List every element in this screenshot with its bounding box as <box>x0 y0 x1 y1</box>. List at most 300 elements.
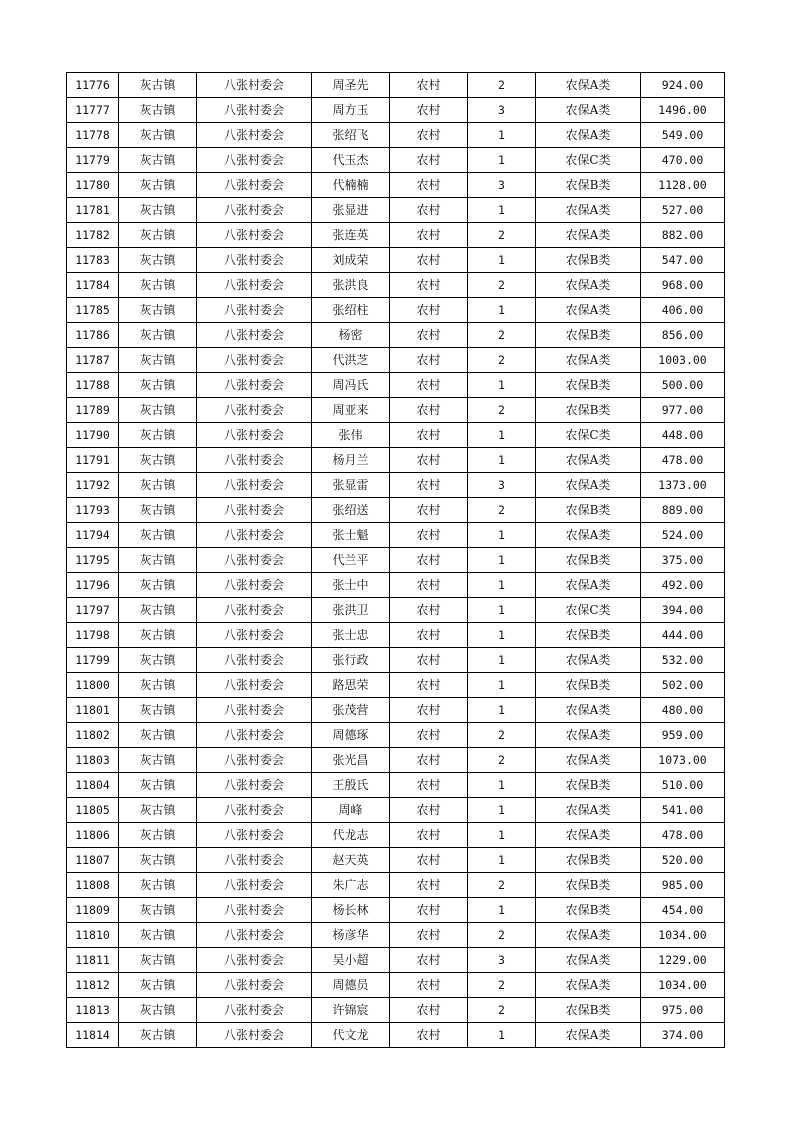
amount-cell: 1496.00 <box>641 98 725 123</box>
town-cell: 灰古镇 <box>119 498 197 523</box>
village-cell: 八张村委会 <box>197 823 312 848</box>
town-cell: 灰古镇 <box>119 623 197 648</box>
name-cell: 周冯氏 <box>312 373 390 398</box>
town-cell: 灰古镇 <box>119 1023 197 1048</box>
table-row <box>67 523 725 548</box>
name-cell: 张士魁 <box>312 523 390 548</box>
village-cell: 八张村委会 <box>197 573 312 598</box>
amount-cell: 520.00 <box>641 848 725 873</box>
name-cell: 代龙志 <box>312 823 390 848</box>
name-cell: 代文龙 <box>312 1023 390 1048</box>
name-cell: 张显雷 <box>312 473 390 498</box>
amount-cell: 1034.00 <box>641 973 725 998</box>
town-cell: 灰古镇 <box>119 123 197 148</box>
name-cell: 周亚来 <box>312 398 390 423</box>
table-row <box>67 373 725 398</box>
category-cell: 农保C类 <box>536 598 641 623</box>
serial-cell: 11778 <box>67 123 119 148</box>
category-cell: 农保A类 <box>536 448 641 473</box>
amount-cell: 480.00 <box>641 698 725 723</box>
village-cell: 八张村委会 <box>197 523 312 548</box>
name-cell: 周方玉 <box>312 98 390 123</box>
name-cell: 王殷氏 <box>312 773 390 798</box>
amount-cell: 882.00 <box>641 223 725 248</box>
amount-cell: 541.00 <box>641 798 725 823</box>
table-row <box>67 673 725 698</box>
name-cell: 张行政 <box>312 648 390 673</box>
serial-cell: 11784 <box>67 273 119 298</box>
town-cell: 灰古镇 <box>119 373 197 398</box>
town-cell: 灰古镇 <box>119 98 197 123</box>
amount-cell: 1128.00 <box>641 173 725 198</box>
town-cell: 灰古镇 <box>119 248 197 273</box>
name-cell: 张连英 <box>312 223 390 248</box>
table-row <box>67 623 725 648</box>
serial-cell: 11777 <box>67 98 119 123</box>
town-cell: 灰古镇 <box>119 198 197 223</box>
table-row <box>67 398 725 423</box>
amount-cell: 500.00 <box>641 373 725 398</box>
area-cell: 农村 <box>390 848 468 873</box>
table-row <box>67 273 725 298</box>
category-cell: 农保A类 <box>536 1023 641 1048</box>
table-row <box>67 948 725 973</box>
village-cell: 八张村委会 <box>197 773 312 798</box>
town-cell: 灰古镇 <box>119 598 197 623</box>
amount-cell: 502.00 <box>641 673 725 698</box>
village-cell: 八张村委会 <box>197 1023 312 1048</box>
serial-cell: 11786 <box>67 323 119 348</box>
table-row <box>67 498 725 523</box>
amount-cell: 374.00 <box>641 1023 725 1048</box>
category-cell: 农保A类 <box>536 523 641 548</box>
amount-cell: 1373.00 <box>641 473 725 498</box>
table-row <box>67 473 725 498</box>
area-cell: 农村 <box>390 148 468 173</box>
category-cell: 农保A类 <box>536 223 641 248</box>
area-cell: 农村 <box>390 673 468 698</box>
area-cell: 农村 <box>390 198 468 223</box>
table-row <box>67 348 725 373</box>
table-row <box>67 123 725 148</box>
serial-cell: 11807 <box>67 848 119 873</box>
village-cell: 八张村委会 <box>197 148 312 173</box>
category-cell: 农保A类 <box>536 973 641 998</box>
table-row <box>67 923 725 948</box>
village-cell: 八张村委会 <box>197 498 312 523</box>
name-cell: 周峰 <box>312 798 390 823</box>
count-cell: 1 <box>468 623 536 648</box>
table-row <box>67 148 725 173</box>
category-cell: 农保A类 <box>536 648 641 673</box>
count-cell: 1 <box>468 248 536 273</box>
table-row <box>67 723 725 748</box>
table-row <box>67 998 725 1023</box>
count-cell: 3 <box>468 948 536 973</box>
category-cell: 农保A类 <box>536 123 641 148</box>
amount-cell: 924.00 <box>641 73 725 98</box>
village-cell: 八张村委会 <box>197 623 312 648</box>
name-cell: 代玉杰 <box>312 148 390 173</box>
amount-cell: 454.00 <box>641 898 725 923</box>
serial-cell: 11799 <box>67 648 119 673</box>
area-cell: 农村 <box>390 648 468 673</box>
category-cell: 农保B类 <box>536 373 641 398</box>
serial-cell: 11785 <box>67 298 119 323</box>
area-cell: 农村 <box>390 298 468 323</box>
amount-cell: 889.00 <box>641 498 725 523</box>
village-cell: 八张村委会 <box>197 548 312 573</box>
amount-cell: 448.00 <box>641 423 725 448</box>
area-cell: 农村 <box>390 898 468 923</box>
village-cell: 八张村委会 <box>197 373 312 398</box>
town-cell: 灰古镇 <box>119 723 197 748</box>
area-cell: 农村 <box>390 773 468 798</box>
serial-cell: 11791 <box>67 448 119 473</box>
table-row <box>67 1023 725 1048</box>
amount-cell: 478.00 <box>641 448 725 473</box>
category-cell: 农保B类 <box>536 998 641 1023</box>
category-cell: 农保A类 <box>536 948 641 973</box>
category-cell: 农保A类 <box>536 273 641 298</box>
town-cell: 灰古镇 <box>119 523 197 548</box>
amount-cell: 959.00 <box>641 723 725 748</box>
town-cell: 灰古镇 <box>119 173 197 198</box>
amount-cell: 975.00 <box>641 998 725 1023</box>
area-cell: 农村 <box>390 248 468 273</box>
name-cell: 张绍飞 <box>312 123 390 148</box>
name-cell: 张显进 <box>312 198 390 223</box>
table-row <box>67 748 725 773</box>
amount-cell: 1034.00 <box>641 923 725 948</box>
area-cell: 农村 <box>390 1023 468 1048</box>
name-cell: 张绍柱 <box>312 298 390 323</box>
table-row <box>67 198 725 223</box>
town-cell: 灰古镇 <box>119 398 197 423</box>
count-cell: 2 <box>468 923 536 948</box>
village-cell: 八张村委会 <box>197 448 312 473</box>
count-cell: 1 <box>468 673 536 698</box>
serial-cell: 11781 <box>67 198 119 223</box>
area-cell: 农村 <box>390 223 468 248</box>
name-cell: 杨长林 <box>312 898 390 923</box>
table-row <box>67 223 725 248</box>
town-cell: 灰古镇 <box>119 473 197 498</box>
village-cell: 八张村委会 <box>197 648 312 673</box>
count-cell: 2 <box>468 723 536 748</box>
category-cell: 农保A类 <box>536 298 641 323</box>
village-cell: 八张村委会 <box>197 673 312 698</box>
name-cell: 许锦宸 <box>312 998 390 1023</box>
amount-cell: 375.00 <box>641 548 725 573</box>
town-cell: 灰古镇 <box>119 998 197 1023</box>
table-row <box>67 423 725 448</box>
count-cell: 2 <box>468 748 536 773</box>
serial-cell: 11779 <box>67 148 119 173</box>
category-cell: 农保B类 <box>536 548 641 573</box>
serial-cell: 11789 <box>67 398 119 423</box>
village-cell: 八张村委会 <box>197 98 312 123</box>
serial-cell: 11814 <box>67 1023 119 1048</box>
serial-cell: 11802 <box>67 723 119 748</box>
count-cell: 1 <box>468 198 536 223</box>
serial-cell: 11780 <box>67 173 119 198</box>
serial-cell: 11805 <box>67 798 119 823</box>
amount-cell: 394.00 <box>641 598 725 623</box>
category-cell: 农保A类 <box>536 73 641 98</box>
village-cell: 八张村委会 <box>197 398 312 423</box>
town-cell: 灰古镇 <box>119 873 197 898</box>
table-row <box>67 573 725 598</box>
category-cell: 农保B类 <box>536 873 641 898</box>
table-row <box>67 898 725 923</box>
amount-cell: 406.00 <box>641 298 725 323</box>
name-cell: 周圣先 <box>312 73 390 98</box>
area-cell: 农村 <box>390 823 468 848</box>
count-cell: 2 <box>468 998 536 1023</box>
area-cell: 农村 <box>390 998 468 1023</box>
category-cell: 农保B类 <box>536 623 641 648</box>
village-cell: 八张村委会 <box>197 223 312 248</box>
area-cell: 农村 <box>390 448 468 473</box>
category-cell: 农保A类 <box>536 573 641 598</box>
table-row <box>67 848 725 873</box>
name-cell: 杨月兰 <box>312 448 390 473</box>
serial-cell: 11808 <box>67 873 119 898</box>
area-cell: 农村 <box>390 723 468 748</box>
count-cell: 3 <box>468 98 536 123</box>
area-cell: 农村 <box>390 698 468 723</box>
village-cell: 八张村委会 <box>197 123 312 148</box>
category-cell: 农保B类 <box>536 673 641 698</box>
count-cell: 3 <box>468 473 536 498</box>
village-cell: 八张村委会 <box>197 248 312 273</box>
area-cell: 农村 <box>390 473 468 498</box>
name-cell: 张伟 <box>312 423 390 448</box>
count-cell: 2 <box>468 873 536 898</box>
village-cell: 八张村委会 <box>197 348 312 373</box>
amount-cell: 470.00 <box>641 148 725 173</box>
count-cell: 1 <box>468 698 536 723</box>
category-cell: 农保A类 <box>536 723 641 748</box>
serial-cell: 11800 <box>67 673 119 698</box>
serial-cell: 11793 <box>67 498 119 523</box>
count-cell: 2 <box>468 273 536 298</box>
village-cell: 八张村委会 <box>197 898 312 923</box>
name-cell: 赵天英 <box>312 848 390 873</box>
table-row <box>67 548 725 573</box>
area-cell: 农村 <box>390 798 468 823</box>
area-cell: 农村 <box>390 373 468 398</box>
area-cell: 农村 <box>390 98 468 123</box>
count-cell: 2 <box>468 973 536 998</box>
category-cell: 农保C类 <box>536 423 641 448</box>
category-cell: 农保B类 <box>536 498 641 523</box>
town-cell: 灰古镇 <box>119 348 197 373</box>
town-cell: 灰古镇 <box>119 548 197 573</box>
count-cell: 2 <box>468 223 536 248</box>
table-row <box>67 598 725 623</box>
village-cell: 八张村委会 <box>197 723 312 748</box>
town-cell: 灰古镇 <box>119 273 197 298</box>
category-cell: 农保B类 <box>536 173 641 198</box>
serial-cell: 11788 <box>67 373 119 398</box>
serial-cell: 11795 <box>67 548 119 573</box>
serial-cell: 11782 <box>67 223 119 248</box>
amount-cell: 856.00 <box>641 323 725 348</box>
area-cell: 农村 <box>390 348 468 373</box>
area-cell: 农村 <box>390 273 468 298</box>
data-table <box>66 72 725 1048</box>
village-cell: 八张村委会 <box>197 873 312 898</box>
table-row <box>67 448 725 473</box>
name-cell: 朱广志 <box>312 873 390 898</box>
serial-cell: 11804 <box>67 773 119 798</box>
name-cell: 代楠楠 <box>312 173 390 198</box>
area-cell: 农村 <box>390 923 468 948</box>
count-cell: 2 <box>468 323 536 348</box>
serial-cell: 11794 <box>67 523 119 548</box>
village-cell: 八张村委会 <box>197 173 312 198</box>
area-cell: 农村 <box>390 173 468 198</box>
category-cell: 农保A类 <box>536 698 641 723</box>
table-row <box>67 798 725 823</box>
serial-cell: 11783 <box>67 248 119 273</box>
serial-cell: 11797 <box>67 598 119 623</box>
name-cell: 杨彦华 <box>312 923 390 948</box>
name-cell: 周德员 <box>312 973 390 998</box>
area-cell: 农村 <box>390 623 468 648</box>
town-cell: 灰古镇 <box>119 948 197 973</box>
town-cell: 灰古镇 <box>119 423 197 448</box>
category-cell: 农保A类 <box>536 923 641 948</box>
serial-cell: 11801 <box>67 698 119 723</box>
table-row <box>67 973 725 998</box>
amount-cell: 1003.00 <box>641 348 725 373</box>
village-cell: 八张村委会 <box>197 298 312 323</box>
category-cell: 农保B类 <box>536 398 641 423</box>
serial-cell: 11812 <box>67 973 119 998</box>
count-cell: 1 <box>468 123 536 148</box>
table-row <box>67 698 725 723</box>
town-cell: 灰古镇 <box>119 448 197 473</box>
amount-cell: 968.00 <box>641 273 725 298</box>
count-cell: 1 <box>468 448 536 473</box>
count-cell: 2 <box>468 498 536 523</box>
town-cell: 灰古镇 <box>119 973 197 998</box>
village-cell: 八张村委会 <box>197 198 312 223</box>
area-cell: 农村 <box>390 873 468 898</box>
table-row <box>67 773 725 798</box>
name-cell: 张光昌 <box>312 748 390 773</box>
count-cell: 1 <box>468 648 536 673</box>
name-cell: 杨密 <box>312 323 390 348</box>
serial-cell: 11806 <box>67 823 119 848</box>
name-cell: 张士中 <box>312 573 390 598</box>
village-cell: 八张村委会 <box>197 698 312 723</box>
category-cell: 农保B类 <box>536 248 641 273</box>
name-cell: 吴小超 <box>312 948 390 973</box>
town-cell: 灰古镇 <box>119 898 197 923</box>
town-cell: 灰古镇 <box>119 798 197 823</box>
village-cell: 八张村委会 <box>197 598 312 623</box>
serial-cell: 11790 <box>67 423 119 448</box>
amount-cell: 524.00 <box>641 523 725 548</box>
serial-cell: 11810 <box>67 923 119 948</box>
count-cell: 1 <box>468 898 536 923</box>
amount-cell: 510.00 <box>641 773 725 798</box>
town-cell: 灰古镇 <box>119 298 197 323</box>
serial-cell: 11809 <box>67 898 119 923</box>
count-cell: 2 <box>468 398 536 423</box>
town-cell: 灰古镇 <box>119 923 197 948</box>
count-cell: 1 <box>468 298 536 323</box>
area-cell: 农村 <box>390 973 468 998</box>
area-cell: 农村 <box>390 73 468 98</box>
village-cell: 八张村委会 <box>197 473 312 498</box>
town-cell: 灰古镇 <box>119 73 197 98</box>
serial-cell: 11798 <box>67 623 119 648</box>
town-cell: 灰古镇 <box>119 223 197 248</box>
table-row <box>67 73 725 98</box>
name-cell: 路思荣 <box>312 673 390 698</box>
count-cell: 2 <box>468 73 536 98</box>
village-cell: 八张村委会 <box>197 973 312 998</box>
serial-cell: 11792 <box>67 473 119 498</box>
count-cell: 1 <box>468 598 536 623</box>
village-cell: 八张村委会 <box>197 323 312 348</box>
count-cell: 1 <box>468 848 536 873</box>
town-cell: 灰古镇 <box>119 823 197 848</box>
category-cell: 农保B类 <box>536 773 641 798</box>
table-body <box>67 73 725 1048</box>
category-cell: 农保A类 <box>536 748 641 773</box>
table-row <box>67 98 725 123</box>
village-cell: 八张村委会 <box>197 273 312 298</box>
table-row <box>67 823 725 848</box>
category-cell: 农保B类 <box>536 323 641 348</box>
amount-cell: 492.00 <box>641 573 725 598</box>
count-cell: 1 <box>468 823 536 848</box>
name-cell: 张士忠 <box>312 623 390 648</box>
village-cell: 八张村委会 <box>197 948 312 973</box>
serial-cell: 11796 <box>67 573 119 598</box>
town-cell: 灰古镇 <box>119 848 197 873</box>
village-cell: 八张村委会 <box>197 998 312 1023</box>
name-cell: 代洪芝 <box>312 348 390 373</box>
village-cell: 八张村委会 <box>197 923 312 948</box>
count-cell: 2 <box>468 348 536 373</box>
area-cell: 农村 <box>390 573 468 598</box>
name-cell: 张洪卫 <box>312 598 390 623</box>
amount-cell: 527.00 <box>641 198 725 223</box>
amount-cell: 985.00 <box>641 873 725 898</box>
amount-cell: 478.00 <box>641 823 725 848</box>
category-cell: 农保C类 <box>536 148 641 173</box>
amount-cell: 1073.00 <box>641 748 725 773</box>
count-cell: 1 <box>468 548 536 573</box>
area-cell: 农村 <box>390 398 468 423</box>
count-cell: 1 <box>468 423 536 448</box>
area-cell: 农村 <box>390 123 468 148</box>
count-cell: 1 <box>468 523 536 548</box>
category-cell: 农保B类 <box>536 848 641 873</box>
town-cell: 灰古镇 <box>119 698 197 723</box>
village-cell: 八张村委会 <box>197 748 312 773</box>
village-cell: 八张村委会 <box>197 848 312 873</box>
count-cell: 1 <box>468 148 536 173</box>
table-row <box>67 873 725 898</box>
